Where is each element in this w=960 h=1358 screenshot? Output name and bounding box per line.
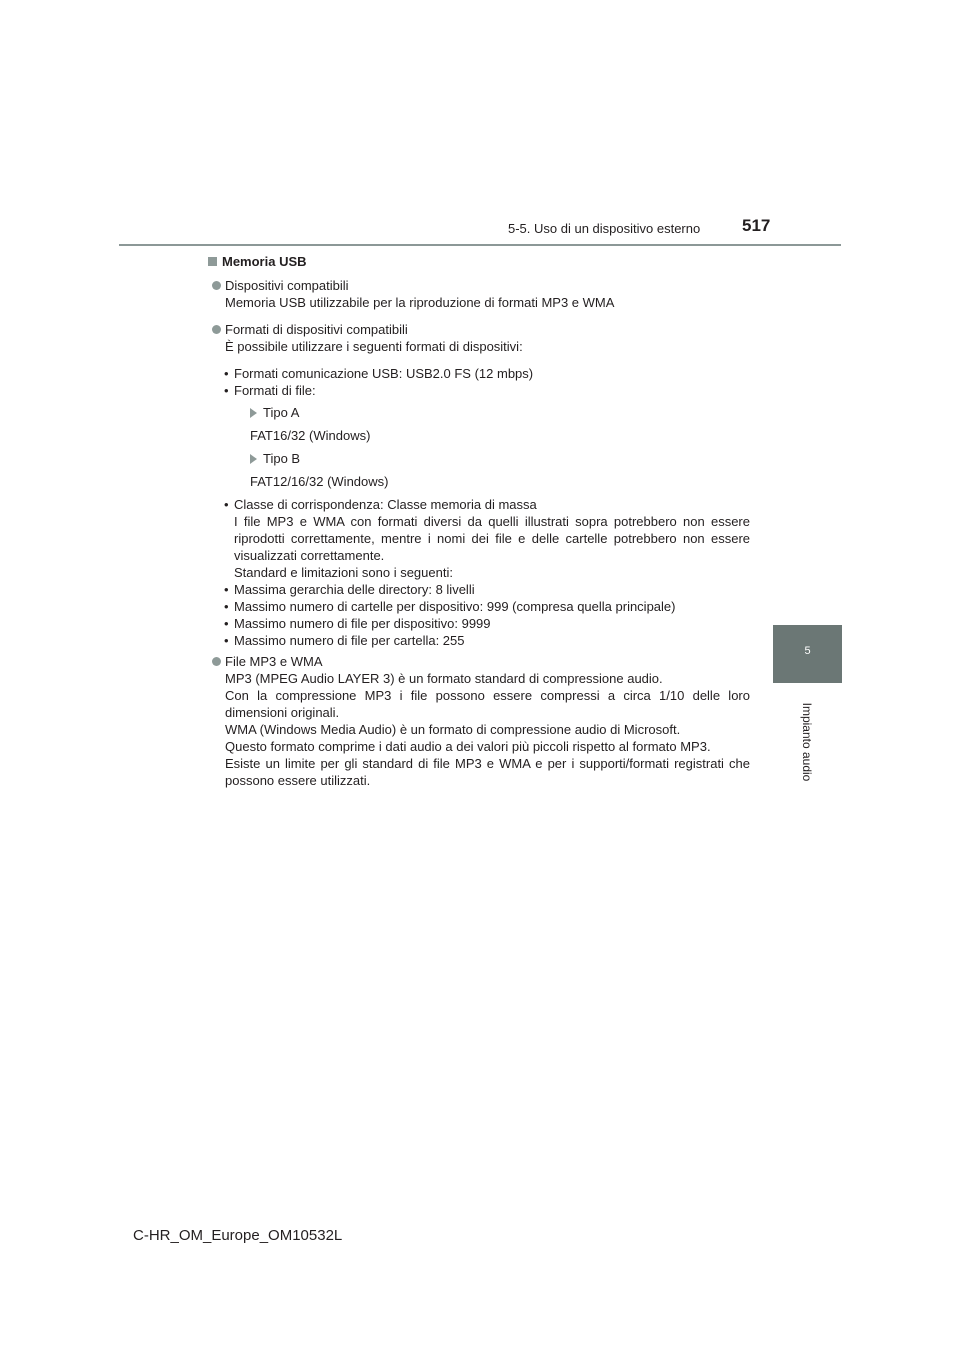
type-value: FAT16/32 (Windows) [250, 428, 371, 443]
section-title: 5-5. Uso di un dispositivo esterno [508, 221, 701, 236]
bullet-item: • Formati di file: [208, 382, 750, 399]
type-label: Tipo A [263, 405, 300, 420]
triangle-marker-icon [250, 408, 257, 418]
item-text: WMA (Windows Media Audio) è un formato di compressione audio di Microsoft. [225, 722, 681, 737]
bullet-text: • Classe di corrispondenza: Classe memoria di massa [234, 497, 537, 512]
document-id: C-HR_OM_Europe_OM10532L [133, 1227, 343, 1244]
item-text: Esiste un limite per gli standard di file MP3 e WMA e per i supporti/formati registrati che possono essere utilizzati. [225, 756, 750, 788]
page-content [208, 253, 750, 795]
chapter-label: Impianto audio [800, 702, 814, 782]
header-divider [119, 244, 841, 246]
item-text: Con la compressione MP3 i file possono essere compressi a circa 1/10 delle loro dimensioni originali. [225, 688, 750, 720]
circle-bullet-icon [212, 325, 221, 334]
list-item [208, 321, 750, 355]
bullet-note: Standard e limitazioni sono i seguenti: [234, 565, 453, 580]
item-title: Dispositivi compatibili [225, 278, 349, 293]
square-bullet-icon [208, 257, 217, 266]
type-a-row [208, 404, 750, 421]
circle-bullet-icon [212, 657, 221, 666]
chapter-tab [773, 625, 842, 683]
bullet-item: • Massimo numero di file per dispositivo: 9999 [208, 615, 750, 632]
list-item [208, 653, 750, 789]
triangle-marker-icon [250, 454, 257, 464]
item-text: MP3 (MPEG Audio LAYER 3) è un formato standard di compressione audio. [225, 671, 663, 686]
page-number: 517 [742, 216, 771, 235]
item-text: È possibile utilizzare i seguenti formati di dispositivi: [225, 339, 523, 354]
list-item [208, 277, 750, 311]
bullet-item: • Massimo numero di file per cartella: 255 [208, 632, 750, 649]
type-label: Tipo B [263, 451, 301, 466]
section-heading [208, 253, 750, 270]
bullet-item: • Massima gerarchia delle directory: 8 livelli [208, 581, 750, 598]
bullet-item: • Massimo numero di cartelle per dispositivo: 999 (compresa quella principale) [208, 598, 750, 615]
type-b-row [208, 450, 750, 467]
bullet-item [208, 496, 750, 581]
item-text: Questo formato comprime i dati audio a dei valori più piccoli rispetto al formato MP3. [225, 739, 711, 754]
heading-text: Memoria USB [222, 254, 307, 269]
item-text: Memoria USB utilizzabile per la riproduzione di formati MP3 e WMA [225, 295, 615, 310]
item-title: Formati di dispositivi compatibili [225, 322, 408, 337]
type-value: FAT12/16/32 (Windows) [250, 474, 389, 489]
bullet-note: I file MP3 e WMA con formati diversi da quelli illustrati sopra potrebbero non essere riprodotti correttamente, mentre i nomi dei file e delle cartelle potrebbero non essere visualizzati correttamente. [234, 514, 750, 563]
bullet-item: • Formati comunicazione USB: USB2.0 FS (12 mbps) [208, 365, 750, 382]
circle-bullet-icon [212, 281, 221, 290]
chapter-number: 5 [804, 645, 811, 657]
item-title: File MP3 e WMA [225, 654, 323, 669]
